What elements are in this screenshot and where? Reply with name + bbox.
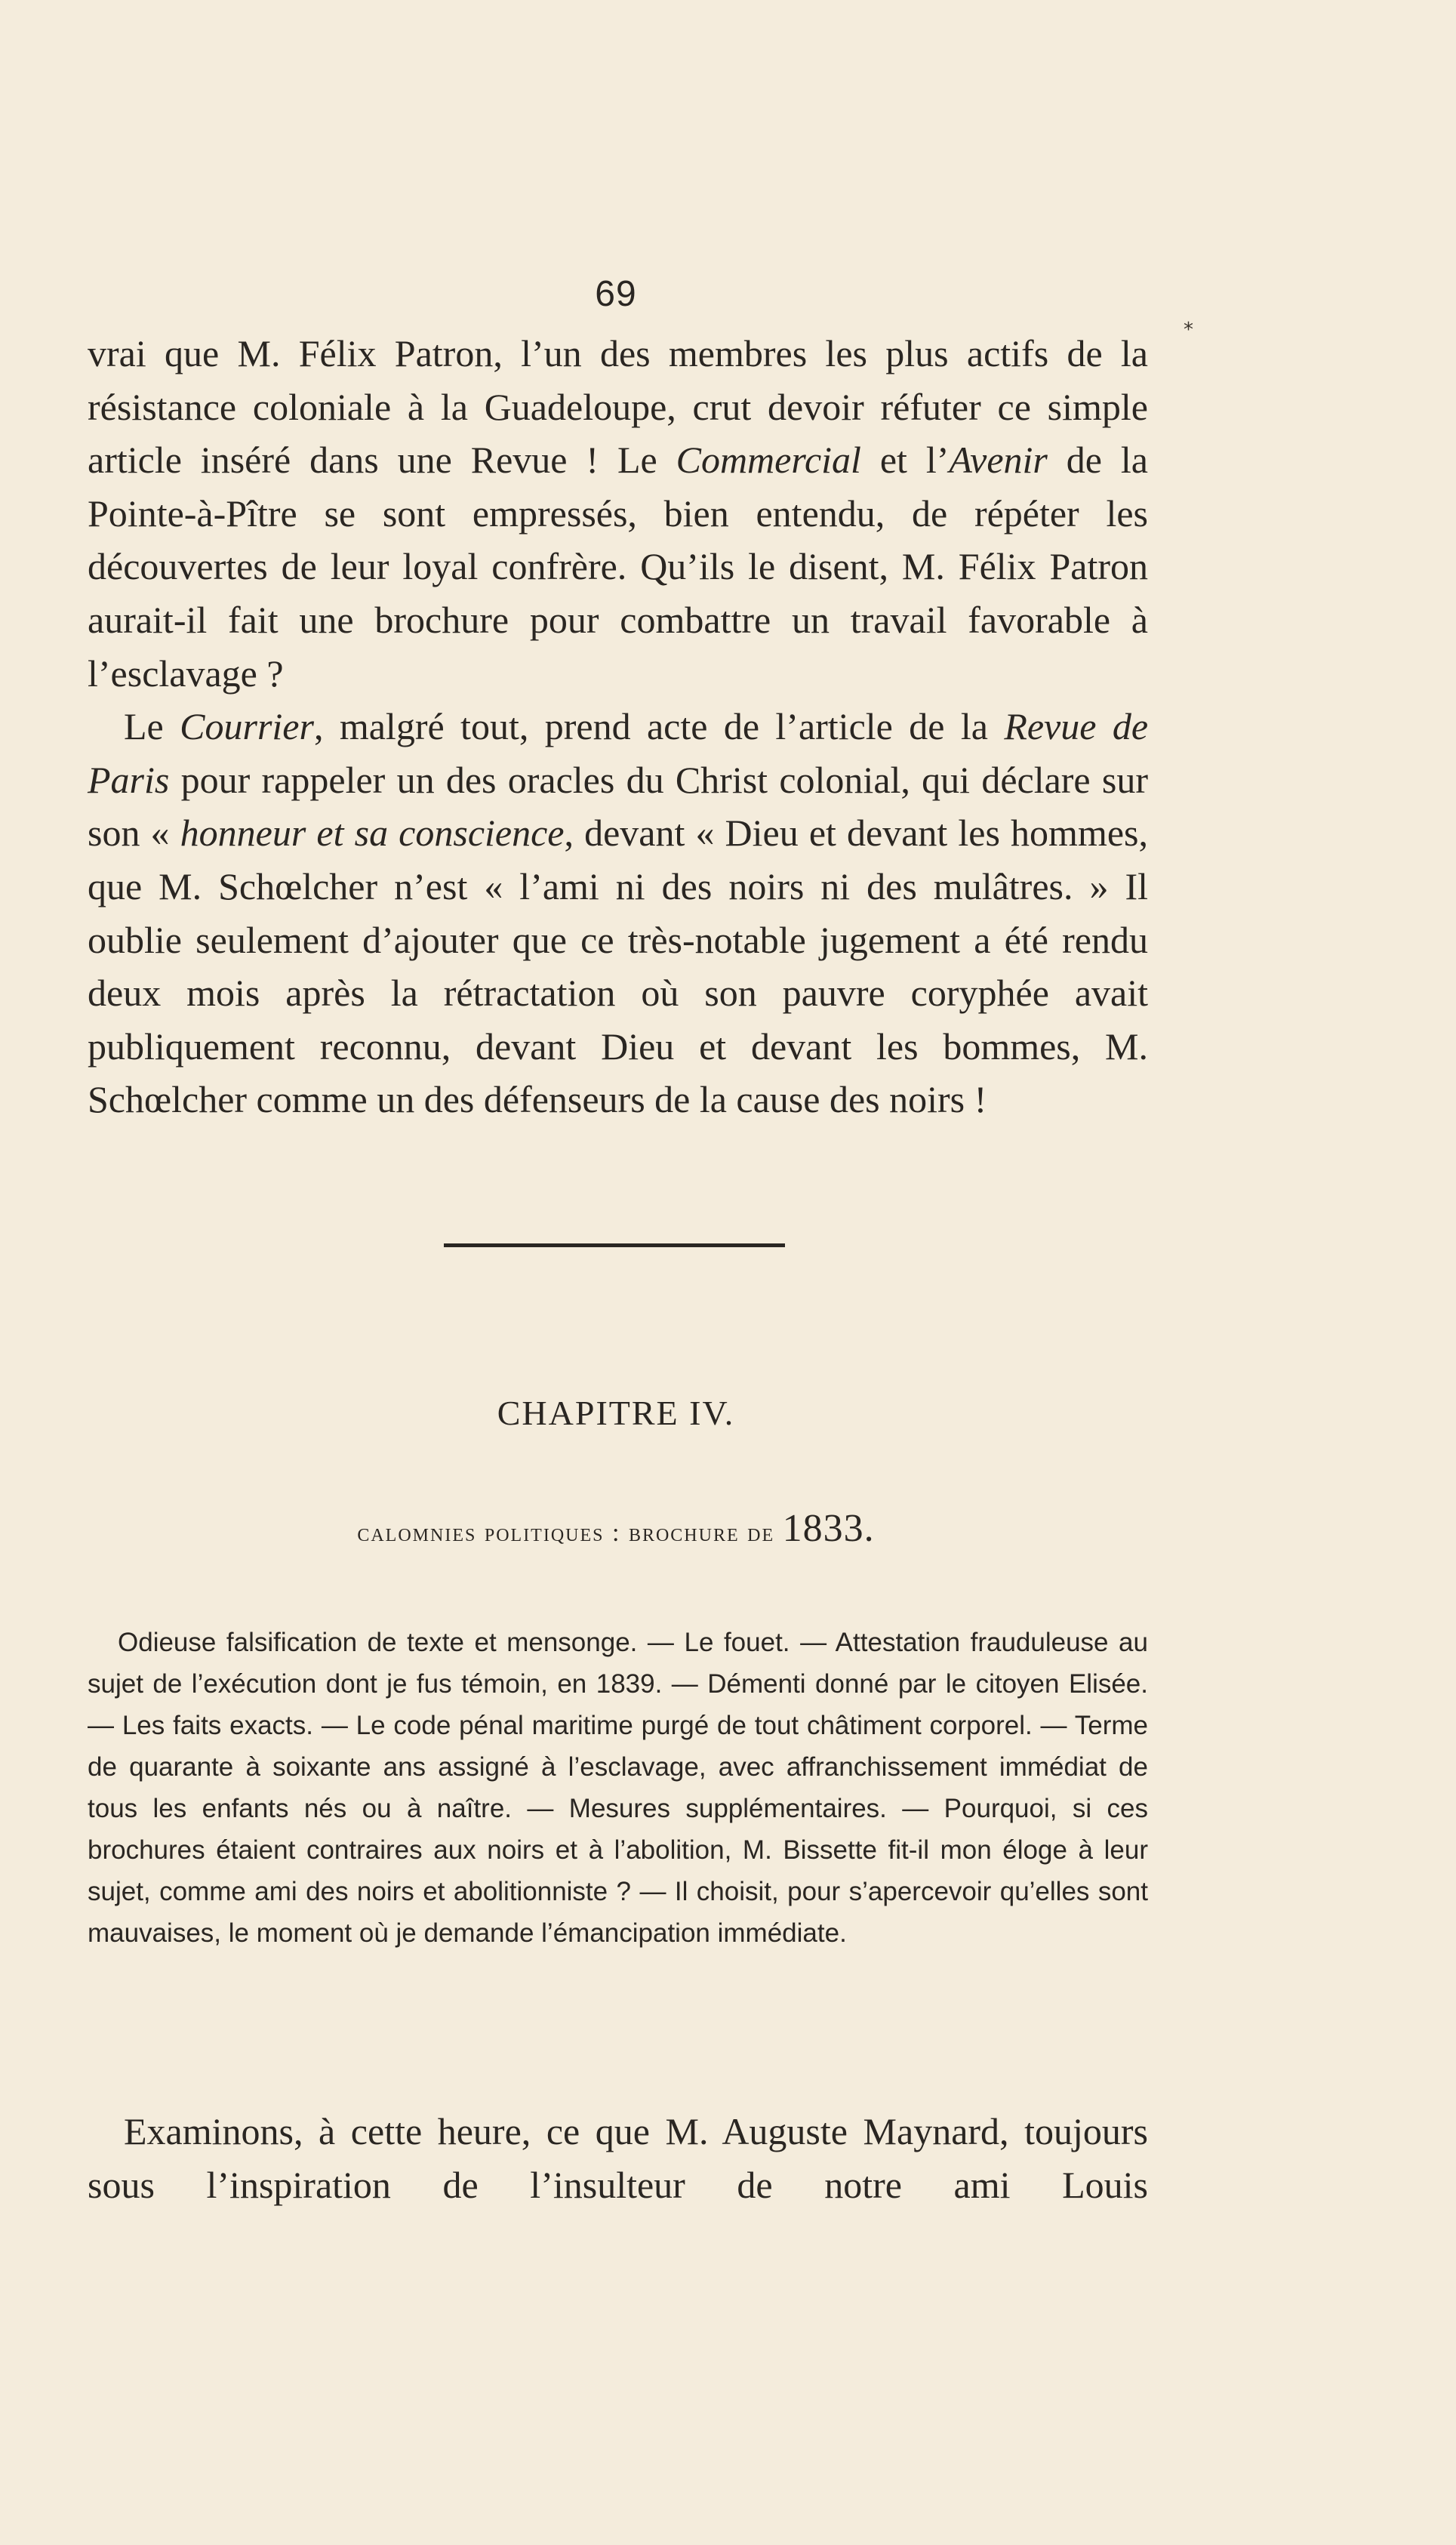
text-segment: et l’	[860, 439, 950, 482]
text-segment: , devant « Dieu et devant les hommes, que M. Schœlcher n’est « l’ami ni des noirs ni des mulâtres. » Il oublie seulement d’ajouter que ce très-notable jugement a été rendu deux mois après la rétractation où son pauvre coryphée avait publiquement reconnu, devant Dieu et devant les bommes, M. Schœlcher comme un des défenseurs de la cause des noirs !	[88, 812, 1148, 1121]
paragraph-courrier	[88, 700, 1148, 1126]
italic-title-revue-de-paris: Revue de Paris	[88, 705, 1149, 801]
paragraph-examinons: Examinons, à cette heure, ce que M. Auguste Maynard, toujours sous l’inspiration de l’insulteur de notre ami Louis	[88, 2110, 1148, 2206]
bottom-text-block	[88, 2105, 1148, 2211]
text-segment: , malgré tout, prend acte de l’article de la	[313, 705, 1005, 748]
top-text-block	[88, 327, 1148, 1126]
italic-title-courrier: Courrier	[180, 705, 314, 748]
text-segment: vrai que M. Félix Patron, l’un des membres les plus actifs de la résistance coloniale à la Guadeloupe, crut devoir réfuter ce simple article inséré dans une Revue ! Le	[88, 332, 1148, 482]
margin-asterisk-mark: *	[1184, 319, 1193, 341]
chapter-subtitle-text: calomnies politiques : brochure de	[357, 1519, 775, 1547]
section-divider-rule	[444, 1243, 785, 1247]
italic-quote: honneur et sa conscience	[180, 812, 565, 855]
chapter-summary-text: Odieuse falsification de texte et mensonge. — Le fouet. — Attestation frauduleuse au sujet de l’exécution dont je fus témoin, en 1839. — Démenti donné par le citoyen Elisée. — Les faits exacts. — Le code pénal maritime purgé de tout châtiment corporel. — Terme de quarante à soixante ans assigné à l’esclavage, avec affranchissement immédiat de tous les enfants nés ou à naître. — Mesures supplémentaires. — Pourquoi, si ces brochures étaient contraires aux noirs et à l’abolition, M. Bissette fit-il mon éloge à leur sujet, comme ami des noirs et abolitionniste ? — Il choisit, pour s’apercevoir qu’elles sont mauvaises, le moment où je demande l’émancipation immédiate.	[88, 1628, 1148, 1948]
chapter-subtitle-year: 1833.	[782, 1507, 875, 1550]
italic-title-avenir: Avenir	[949, 439, 1048, 482]
chapter-summary	[88, 1622, 1148, 1954]
italic-title-commercial: Commercial	[676, 439, 861, 482]
paragraph-continuation	[88, 327, 1148, 700]
page-number: 69	[595, 274, 637, 314]
chapter-subtitle	[0, 1506, 1232, 1551]
text-segment: Le	[124, 705, 180, 748]
text-segment: de la Pointe-à-Pître se sont empressés, bien entendu, de répéter les découvertes de leur loyal confrère. Qu’ils le disent, M. Félix Patron aurait-il fait une brochure pour combattre un travail favorable à l’esclavage ?	[88, 439, 1148, 695]
text-segment: pour rappeler un des oracles du Christ colonial, qui déclare sur son «	[88, 758, 1148, 855]
chapter-heading: CHAPITRE IV.	[497, 1394, 735, 1432]
